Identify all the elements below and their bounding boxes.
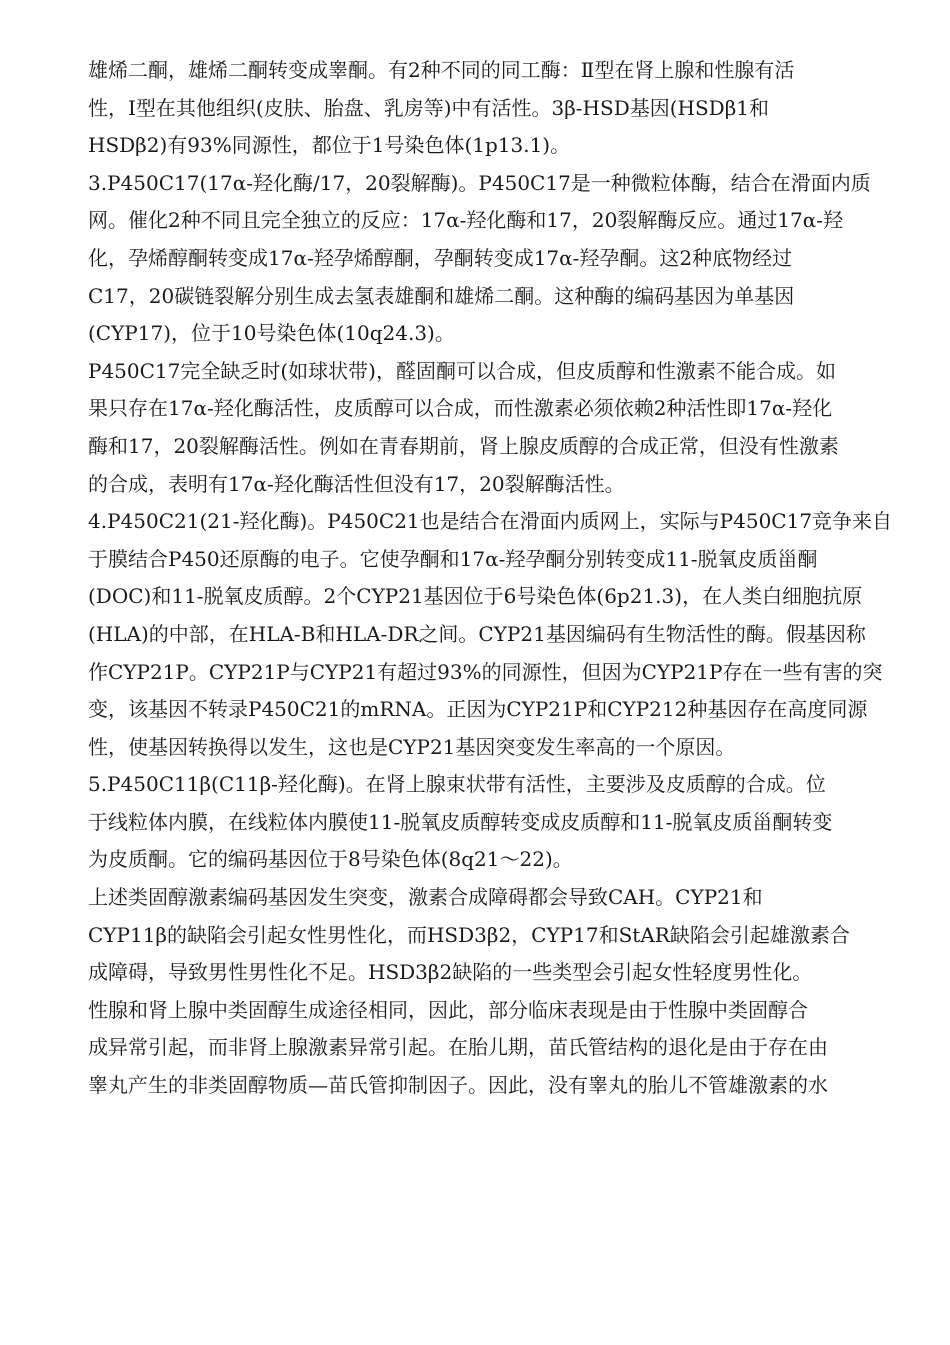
text-line: HSDβ2)有93%同源性，都位于1号染色体(1p13.1)。 [88,133,571,158]
text-line: 成异常引起，而非肾上腺激素异常引起。在胎儿期，苗氏管结构的退化是由于存在由 [88,1035,828,1060]
text-line: 网。催化2种不同且完全独立的反应：17α-羟化酶和17，20裂解酶反应。通过17α-羟 [88,208,844,233]
text-line: P450C17完全缺乏时(如球状带)，醛固酮可以合成，但皮质醇和性激素不能合成。如 [88,358,836,383]
text-line: (DOC)和11-脱氧皮质醇。2个CYP21基因位于6号染色体(6p21.3)，在人类白细胞抗原 [88,584,863,609]
text-line: 的合成，表明有17α-羟化酶活性但没有17，20裂解酶活性。 [88,471,625,496]
text-line: 性，使基因转换得以发生，这也是CYP21基因突变发生率高的一个原因。 [88,734,736,759]
text-line: (CYP17)，位于10号染色体(10q24.3)。 [88,321,455,346]
text-line: 于膜结合P450还原酶的电子。它使孕酮和17α-羟孕酮分别转变成11-脱氧皮质甾酮 [88,546,818,571]
body-text [88,52,894,1105]
text-line: CYP11β的缺陷会引起女性男性化，而HSD3β2，CYP17和StAR缺陷会引起雄激素合 [88,922,850,947]
text-line: 变，该基因不转录P450C21的mRNA。正因为CYP21P和CYP212种基因存在高度同源 [88,697,868,722]
text-line: C17，20碳链裂解分别生成去氢表雄酮和雄烯二酮。这种酶的编码基因为单基因 [88,283,795,308]
text-line: (HLA)的中部，在HLA-B和HLA-DR之间。CYP21基因编码有生物活性的酶。假基因称 [88,621,866,646]
text-line: 雄烯二酮，雄烯二酮转变成睾酮。有2种不同的同工酶：Ⅱ型在肾上腺和性腺有活 [88,58,795,82]
text-line: 4.P450C21(21-羟化酶)。P450C21也是结合在滑面内质网上，实际与P450C17竞争来自 [88,509,893,534]
text-line: 睾丸产生的非类固醇物质—苗氏管抑制因子。因此，没有睾丸的胎儿不管雄激素的水 [88,1073,828,1098]
text-line: 于线粒体内膜，在线粒体内膜使11-脱氧皮质醇转变成皮质醇和11-脱氧皮质甾酮转变 [88,809,833,834]
text-line: 为皮质酮。它的编码基因位于8号染色体(8q21～22)。 [88,847,573,872]
text-line: 化，孕烯醇酮转变成17α-羟孕烯醇酮，孕酮转变成17α-羟孕酮。这2种底物经过 [88,245,793,270]
text-line: 酶和17，20裂解酶活性。例如在青春期前，肾上腺皮质醇的合成正常，但没有性激素 [88,433,839,458]
text-line: 上述类固醇激素编码基因发生突变，激素合成障碍都会导致CAH。CYP21和 [88,885,763,910]
text-line: 性腺和肾上腺中类固醇生成途径相同，因此，部分临床表现是由于性腺中类固醇合 [88,997,808,1022]
text-line: 性，Ⅰ型在其他组织(皮肤、胎盘、乳房等)中有活性。3β-HSD基因(HSDβ1和 [88,95,769,120]
text-line: 果只存在17α-羟化酶活性，皮质醇可以合成，而性激素必须依赖2种活性即17α-羟化 [88,396,833,421]
text-line: 作CYP21P。CYP21P与CYP21有超过93%的同源性，但因为CYP21P存在一些有害的突 [88,659,883,684]
text-line: 5.P450C11β(C11β-羟化酶)。在肾上腺束状带有活性，主要涉及皮质醇的合成。位 [88,772,826,797]
text-line: 3.P450C17(17α-羟化酶/17，20裂解酶)。P450C17是一种微粒体酶，结合在滑面内质 [88,170,871,195]
text-line: 成障碍，导致男性男性化不足。HSD3β2缺陷的一些类型会引起女性轻度男性化。 [88,960,813,985]
